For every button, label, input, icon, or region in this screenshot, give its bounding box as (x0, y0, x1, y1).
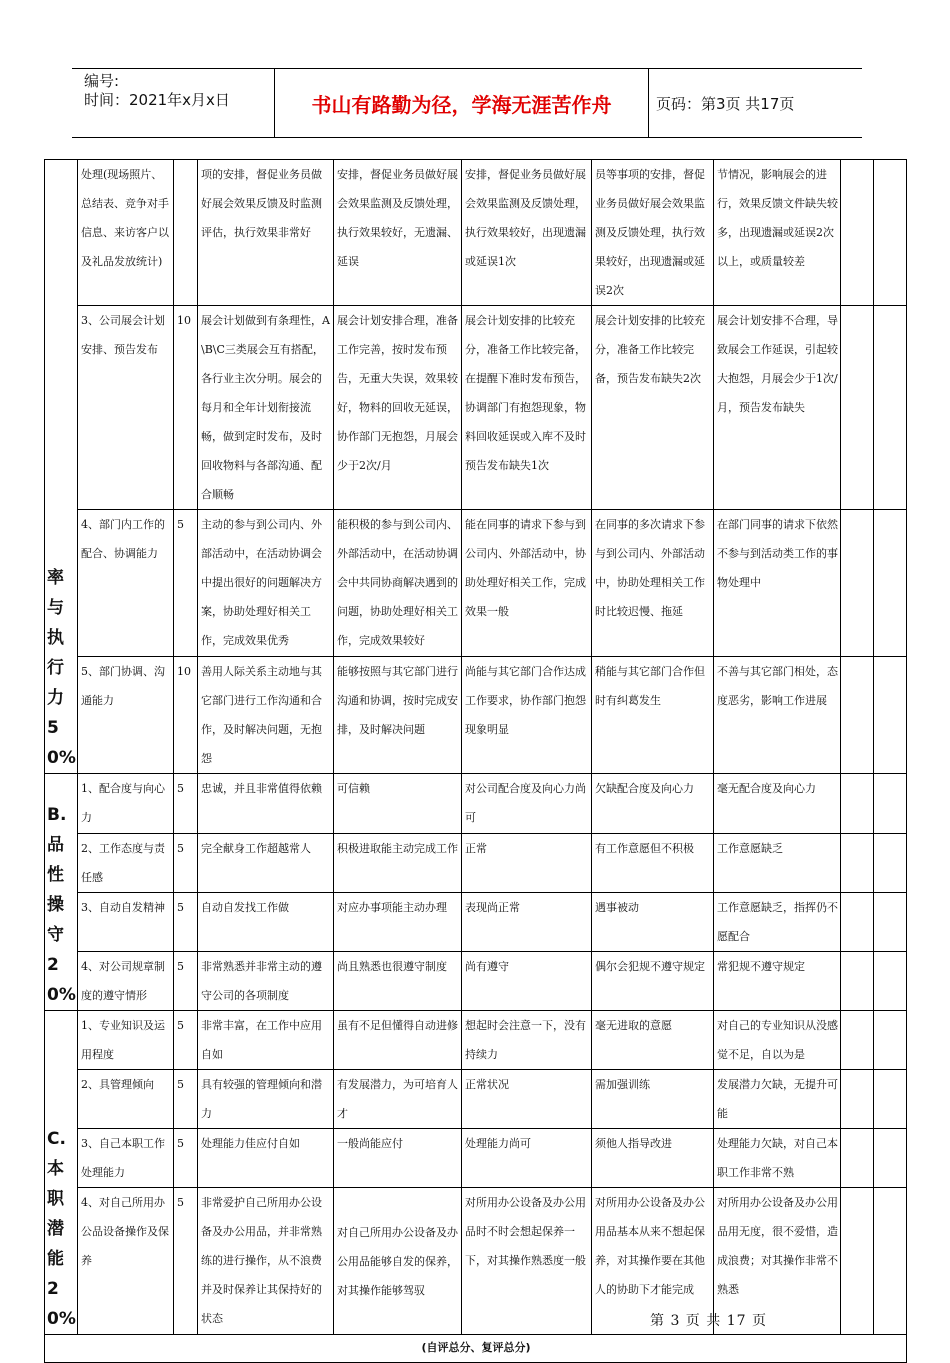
table-row (45, 657, 907, 774)
level-cell: 能在同事的请求下参与到公司内、外部活动中，协助处理好相关工作，完成效果一般 (462, 510, 592, 657)
level-cell: 处理能力欠缺，对自己本职工作非常不熟 (714, 1129, 841, 1188)
level-cell: 对所用办公设备及办公用品时不时会想起保养一下，对其操作熟悉度一般 (462, 1188, 592, 1335)
level-cell: 忠诚，并且非常值得依赖 (198, 774, 334, 834)
self-score-cell[interactable] (841, 1070, 874, 1129)
table-row (45, 834, 907, 893)
header-meta (72, 69, 272, 137)
review-score-cell[interactable] (874, 893, 907, 952)
level-cell: 展会计划做到有条理性，A\B\C三类展会互有搭配，各行业主次分明。展会的每月和全年计划衔接流畅，做到定时发布，及时回收物料与各部沟通、配合顺畅 (198, 306, 334, 510)
level-cell: 有工作意愿但不积极 (592, 834, 714, 893)
review-score-cell[interactable] (874, 306, 907, 510)
score-cell: 5 (174, 774, 198, 834)
table-row (45, 1129, 907, 1188)
table-row (45, 306, 907, 510)
score-cell: 10 (174, 657, 198, 774)
level-cell: 想起时会注意一下，没有持续力 (462, 1011, 592, 1070)
criterion-cell: 2、工作态度与责任感 (78, 834, 174, 893)
level-cell: 须他人指导改进 (592, 1129, 714, 1188)
level-cell: 展会计划安排不合理，导致展会工作延误，引起较大抱怨，月展会少于1次/月，预告发布缺失 (714, 306, 841, 510)
category-label: 率与执行力50% (47, 568, 76, 768)
level-cell: 完全献身工作超越常人 (198, 834, 334, 893)
table-row (45, 160, 907, 306)
self-score-cell[interactable] (841, 1011, 874, 1070)
header-motto: 书山有路勤为径，学海无涯苦作舟 (311, 92, 612, 117)
criterion-cell: 3、公司展会计划安排、预告发布 (78, 306, 174, 510)
level-cell: 展会计划安排的比较充分，准备工作比较完备，预告发布缺失2次 (592, 306, 714, 510)
criterion-cell: 4、对公司规章制度的遵守情形 (78, 952, 174, 1011)
self-score-cell[interactable] (841, 1129, 874, 1188)
self-score-cell[interactable] (841, 834, 874, 893)
table-row (45, 1070, 907, 1129)
level-cell: 可信赖 (334, 774, 462, 834)
level-cell: 有发展潜力，为可培育人才 (334, 1070, 462, 1129)
level-cell: 稍能与其它部门合作但时有纠葛发生 (592, 657, 714, 774)
table-row (45, 774, 907, 834)
level-cell: 正常状况 (462, 1070, 592, 1129)
table-row (45, 510, 907, 657)
score-cell: 5 (174, 834, 198, 893)
page-number: 第 3 页 共 17 页 (650, 1313, 767, 1329)
level-cell: 安排，督促业务员做好展会效果监测及反馈处理，执行效果较好，无遗漏、延误 (334, 160, 462, 306)
level-cell: 在部门同事的请求下依然不参与到活动类工作的事物处理中 (714, 510, 841, 657)
category-c (45, 1011, 78, 1335)
self-score-cell[interactable] (841, 160, 874, 306)
header-divider (648, 69, 649, 137)
self-score-cell[interactable] (841, 774, 874, 834)
level-cell: 在同事的多次请求下参与到公司内、外部活动中，协助处理相关工作时比较迟慢、拖延 (592, 510, 714, 657)
criterion-cell: 4、对自己所用办公品设备操作及保养 (78, 1188, 174, 1335)
criterion-cell: 处理(现场照片、总结表、竞争对手信息、来访客户以及礼品发放统计) (78, 160, 174, 306)
level-cell: 非常爱护自己所用办公设备及办公用品，并非常熟练的进行操作，从不浪费并及时保养让其保持好的状态 (198, 1188, 334, 1335)
criterion-cell: 2、具管理倾向 (78, 1070, 174, 1129)
level-cell: 非常丰富，在工作中应用自如 (198, 1011, 334, 1070)
category-a (45, 160, 78, 774)
total-score-label: (自评总分、复评总分) (45, 1335, 907, 1363)
level-cell: 能积极的参与到公司内、外部活动中，在活动协调会中共同协商解决遇到的问题，协助处理好相关工作，完成效果较好 (334, 510, 462, 657)
level-cell: 一般尚能应付 (334, 1129, 462, 1188)
level-cell: 遇事被动 (592, 893, 714, 952)
self-score-cell[interactable] (841, 510, 874, 657)
level-cell: 表现尚正常 (462, 893, 592, 952)
header-page-label: 页码：第3页 共17页 (656, 94, 795, 113)
category-b (45, 774, 78, 1011)
level-cell: 需加强训练 (592, 1070, 714, 1129)
self-score-cell[interactable] (841, 306, 874, 510)
level-cell: 项的安排，督促业务员做好展会效果反馈及时监测评估，执行效果非常好 (198, 160, 334, 306)
review-score-cell[interactable] (874, 1070, 907, 1129)
score-cell: 5 (174, 952, 198, 1011)
level-cell: 自动自发找工作做 (198, 893, 334, 952)
score-cell (174, 160, 198, 306)
level-cell: 对应办事项能主动办理 (334, 893, 462, 952)
review-score-cell[interactable] (874, 657, 907, 774)
score-cell: 5 (174, 1129, 198, 1188)
review-score-cell[interactable] (874, 774, 907, 834)
evaluation-table (44, 159, 907, 1363)
self-score-cell[interactable] (841, 657, 874, 774)
review-score-cell[interactable] (874, 1188, 907, 1335)
level-cell: 节情况，影响展会的进行，效果反馈文件缺失较多，出现遗漏或延误2次以上，或质量较差 (714, 160, 841, 306)
criterion-cell: 3、自己本职工作处理能力 (78, 1129, 174, 1188)
criterion-cell: 4、部门内工作的配合、协调能力 (78, 510, 174, 657)
level-cell: 工作意愿缺乏，指挥仍不愿配合 (714, 893, 841, 952)
score-cell: 10 (174, 306, 198, 510)
level-cell: 处理能力尚可 (462, 1129, 592, 1188)
self-score-cell[interactable] (841, 893, 874, 952)
level-cell: 毫无进取的意愿 (592, 1011, 714, 1070)
level-cell: 常犯规不遵守规定 (714, 952, 841, 1011)
score-cell: 5 (174, 1188, 198, 1335)
self-score-cell[interactable] (841, 952, 874, 1011)
level-cell: 对自己所用办公设备及办公用品能够自发的保养，对其操作能够驾驭 (334, 1188, 462, 1335)
score-cell: 5 (174, 1011, 198, 1070)
level-cell: 发展潜力欠缺，无提升可能 (714, 1070, 841, 1129)
level-cell: 尚且熟悉也很遵守制度 (334, 952, 462, 1011)
level-cell: 展会计划安排的比较充分，准备工作比较完备，在提醒下准时发布预告，协调部门有抱怨现象，物料回收延误或入库不及时预告发布缺失1次 (462, 306, 592, 510)
review-score-cell[interactable] (874, 510, 907, 657)
time-label: 时间：2021年x月x日 (84, 91, 230, 109)
score-cell: 5 (174, 510, 198, 657)
level-cell: 尚有遵守 (462, 952, 592, 1011)
level-cell: 主动的参与到公司内、外部活动中，在活动协调会中提出很好的问题解决方案，协助处理好相关工作，完成效果优秀 (198, 510, 334, 657)
self-score-cell[interactable] (841, 1188, 874, 1335)
level-cell: 对所用办公设备及办公用品用无度，很不爱惜，造成浪费；对其操作非常不熟悉 (714, 1188, 841, 1335)
review-score-cell[interactable] (874, 160, 907, 306)
level-cell: 对自己的专业知识从没感觉不足，自以为是 (714, 1011, 841, 1070)
level-cell: 欠缺配合度及向心力 (592, 774, 714, 834)
level-cell: 对公司配合度及向心力尚可 (462, 774, 592, 834)
criterion-cell: 5、部门协调、沟通能力 (78, 657, 174, 774)
table-row (45, 1188, 907, 1335)
review-score-cell[interactable] (874, 1129, 907, 1188)
score-cell: 5 (174, 1070, 198, 1129)
level-cell: 善用人际关系主动地与其它部门进行工作沟通和合作，及时解决问题，无抱怨 (198, 657, 334, 774)
score-cell: 5 (174, 893, 198, 952)
review-score-cell[interactable] (874, 952, 907, 1011)
level-cell: 毫无配合度及向心力 (714, 774, 841, 834)
level-cell: 安排，督促业务员做好展会效果监测及反馈处理，执行效果较好，出现遗漏或延误1次 (462, 160, 592, 306)
table-row (45, 1011, 907, 1070)
serial-label: 编号: (84, 72, 120, 90)
level-cell: 具有较强的管理倾向和潜力 (198, 1070, 334, 1129)
category-label: B.品性操守20% (47, 805, 76, 1005)
level-cell: 尚能与其它部门合作达成工作要求，协作部门抱怨现象明显 (462, 657, 592, 774)
table-row (45, 893, 907, 952)
level-cell: 能够按照与其它部门进行沟通和协调，按时完成安排，及时解决问题 (334, 657, 462, 774)
level-cell: 虽有不足但懂得自动进修 (334, 1011, 462, 1070)
page-header (72, 68, 862, 138)
level-cell: 偶尔会犯规不遵守规定 (592, 952, 714, 1011)
review-score-cell[interactable] (874, 1011, 907, 1070)
level-cell: 对所用办公设备及办公用品基本从来不想起保养，对其操作要在其他人的协助下才能完成 (592, 1188, 714, 1335)
level-cell: 员等事项的安排，督促业务员做好展会效果监测及反馈处理，执行效果较好，出现遗漏或延误2次 (592, 160, 714, 306)
table-footer-row (45, 1335, 907, 1363)
criterion-cell: 1、配合度与向心力 (78, 774, 174, 834)
criterion-cell: 3、自动自发精神 (78, 893, 174, 952)
level-cell: 不善与其它部门相处，态度恶劣，影响工作进展 (714, 657, 841, 774)
review-score-cell[interactable] (874, 834, 907, 893)
level-cell: 积极进取能主动完成工作 (334, 834, 462, 893)
criterion-cell: 1、专业知识及运用程度 (78, 1011, 174, 1070)
level-cell: 正常 (462, 834, 592, 893)
level-cell: 处理能力佳应付自如 (198, 1129, 334, 1188)
table-row (45, 952, 907, 1011)
category-label: C.本职潜能20% (47, 1129, 76, 1329)
level-cell: 展会计划安排合理，准备工作完善，按时发布预告，无重大失误，效果较好，物料的回收无延误，协作部门无抱怨，月展会少于2次/月 (334, 306, 462, 510)
level-cell: 非常熟悉并非常主动的遵守公司的各项制度 (198, 952, 334, 1011)
level-cell: 工作意愿缺乏 (714, 834, 841, 893)
